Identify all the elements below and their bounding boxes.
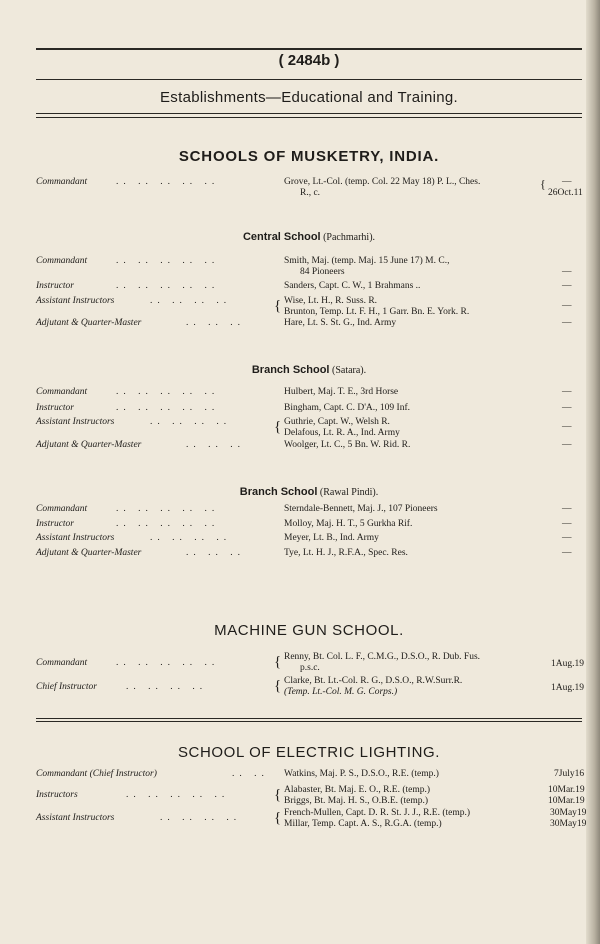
rawal-subheading <box>36 486 582 498</box>
entry-line: Renny, Bt. Col. L. F., C.M.G., D.S.O., R. Dub. Fus. <box>284 652 481 662</box>
date: — <box>562 177 572 187</box>
entry-line: Tye, Lt. H. J., R.F.A., Spec. Res. <box>284 548 408 558</box>
role-label: Adjutant & Quarter-Master <box>36 440 142 450</box>
section-rule-2 <box>36 721 582 722</box>
page-binding-shadow <box>586 0 600 944</box>
date: — <box>562 548 572 558</box>
role-label: Commandant <box>36 256 88 266</box>
date: — <box>562 504 572 514</box>
entry-line: Briggs, Bt. Maj. H. S., O.B.E. (temp.) <box>284 796 429 806</box>
entry-line: R., c. <box>300 188 321 198</box>
entry-line: Smith, Maj. (temp. Maj. 15 June 17) M. C., <box>284 256 450 266</box>
role-label: Instructor <box>36 403 74 413</box>
entry-line: p.s.c. <box>300 663 320 673</box>
entry-line: Grove, Lt.-Col. (temp. Col. 22 May 18) P. L., Ches. <box>284 177 481 187</box>
entry-line: Molloy, Maj. H. T., 5 Gurkha Rif. <box>284 519 413 529</box>
central-place: (Pachmarhi). <box>323 232 376 243</box>
date: — <box>562 422 572 432</box>
date: 26Oct.11 <box>548 188 583 198</box>
entry-line: Delafous, Lt. R. A., Ind. Army <box>284 428 400 438</box>
date: — <box>562 301 572 311</box>
entry-line: Brunton, Temp. Lt. F. H., 1 Garr. Bn. E. York. R. <box>284 307 470 317</box>
entry-line: Wise, Lt. H., R. Suss. R. <box>284 296 378 306</box>
electric-title: SCHOOL OF ELECTRIC LIGHTING. <box>177 744 441 761</box>
entry-line: Meyer, Lt. B., Ind. Army <box>284 533 379 543</box>
role-label: Instructor <box>36 519 74 529</box>
date: 30May19 <box>550 808 587 818</box>
role-label: Adjutant & Quarter-Master <box>36 548 142 558</box>
date: — <box>562 440 572 450</box>
date: — <box>562 267 572 277</box>
role-label: Assistant Instructors <box>36 813 115 823</box>
date: 1Aug.19 <box>551 659 584 669</box>
satara-place: (Satara). <box>331 365 367 376</box>
role-label: Instructor <box>36 281 74 291</box>
role-label: Assistant Instructors <box>36 296 115 306</box>
role-label: Chief Instructor <box>36 682 97 692</box>
entry-line: Alabaster, Bt. Maj. E. O., R.E. (temp.) <box>284 785 431 795</box>
entry-line: French-Mullen, Capt. D. R. St. J. J., R.E. (temp.) <box>284 808 471 818</box>
date: 1Aug.19 <box>551 683 584 693</box>
central-subheading <box>36 231 582 243</box>
entry-line: (Temp. Lt.-Col. M. G. Corps.) <box>284 687 398 697</box>
section-rule-1 <box>36 718 582 719</box>
date: — <box>562 403 572 413</box>
running-head: Establishments—Educational and Training. <box>160 89 458 106</box>
entry-line: Woolger, Lt. C., 5 Bn. W. Rid. R. <box>284 440 411 450</box>
musketry-title: SCHOOLS OF MUSKETRY, INDIA. <box>178 148 440 165</box>
role-label: Commandant <box>36 658 88 668</box>
date: — <box>562 533 572 543</box>
page-number: ( 2484b ) <box>278 52 340 69</box>
date: 10Mar.19 <box>548 796 585 806</box>
role-label: Assistant Instructors <box>36 417 115 427</box>
entry-line: Clarke, Bt. Lt.-Col. R. G., D.S.O., R.W.Surr.R. <box>284 676 463 686</box>
role-label: Commandant <box>36 387 88 397</box>
machine-gun-title: MACHINE GUN SCHOOL. <box>214 622 404 639</box>
satara-subheading <box>36 364 582 376</box>
role-label: Adjutant & Quarter-Master <box>36 318 142 328</box>
date: — <box>562 387 572 397</box>
role-label: Commandant (Chief Instructor) <box>36 769 157 779</box>
date: 30May19 <box>550 819 587 829</box>
date: — <box>562 281 572 291</box>
role-label: Commandant <box>36 177 88 187</box>
running-head-rule-2 <box>36 117 582 118</box>
page-number-rule <box>36 79 582 80</box>
entry-line: Hulbert, Maj. T. E., 3rd Horse <box>284 387 399 397</box>
entry-line: Sterndale-Bennett, Maj. J., 107 Pioneers <box>284 504 438 514</box>
rawal-heading: Branch School <box>239 486 318 498</box>
date: — <box>562 519 572 529</box>
entry-line: Bingham, Capt. C. D'A., 109 Inf. <box>284 403 410 413</box>
date: 10Mar.19 <box>548 785 585 795</box>
entry-line: Sanders, Capt. C. W., 1 Brahmans .. <box>284 281 421 291</box>
date: — <box>562 318 572 328</box>
satara-heading: Branch School <box>251 364 330 376</box>
central-heading: Central School <box>242 231 321 243</box>
entry-line: Millar, Temp. Capt. A. S., R.G.A. (temp.) <box>284 819 442 829</box>
entry-line: Hare, Lt. S. St. G., Ind. Army <box>284 318 397 328</box>
entry-line: Guthrie, Capt. W., Welsh R. <box>284 417 390 427</box>
running-head-rule-1 <box>36 113 582 114</box>
top-rule <box>36 48 582 50</box>
date: 7July16 <box>554 769 585 779</box>
rawal-place: (Rawal Pindi). <box>319 487 379 498</box>
entry-line: 84 Pioneers <box>300 267 345 277</box>
role-label: Commandant <box>36 504 88 514</box>
role-label: Assistant Instructors <box>36 533 115 543</box>
role-label: Instructors <box>36 790 78 800</box>
entry-line: Watkins, Maj. P. S., D.S.O., R.E. (temp.) <box>284 769 439 779</box>
